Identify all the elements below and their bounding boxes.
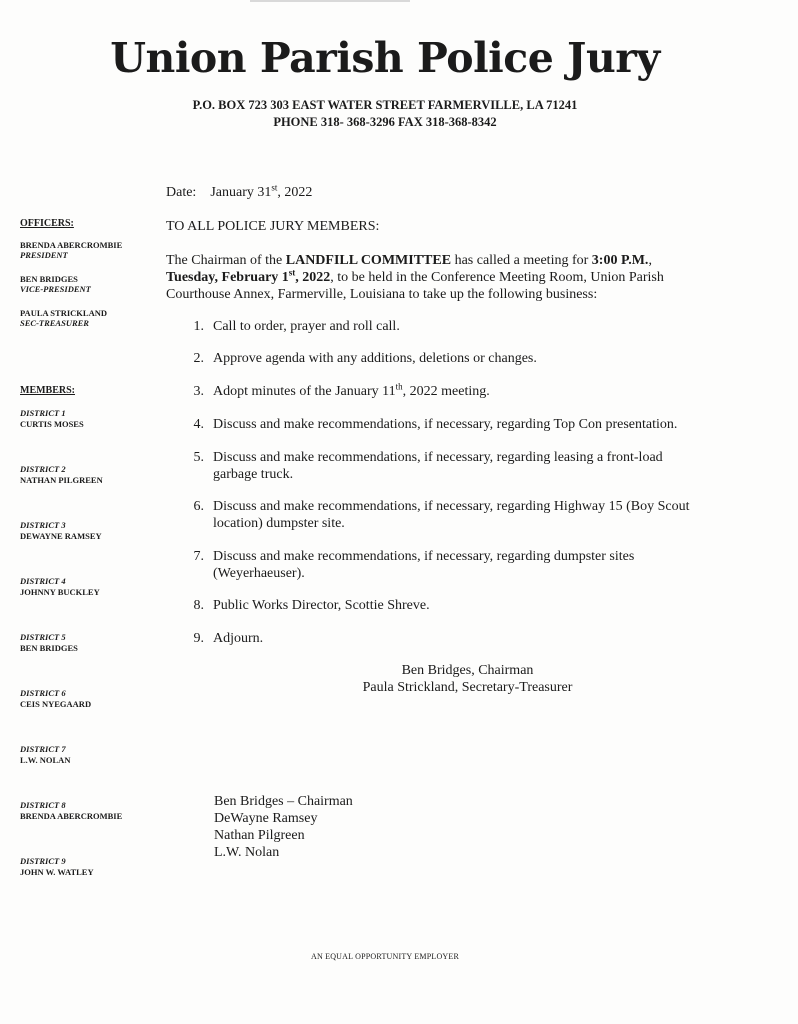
district-member: BRENDA ABERCROMBIE: [20, 811, 123, 821]
officers-heading: OFFICERS:: [20, 218, 74, 229]
officer-role: VICE-PRESIDENT: [20, 284, 91, 294]
agenda-num-5: 5.: [193, 450, 204, 465]
agenda-5-line-1: Discuss and make recommendations, if necessary, regarding leasing a front-load: [213, 450, 663, 465]
signature-block: [330, 662, 605, 696]
agenda-item-4: Discuss and make recommendations, if necessary, regarding Top Con presentation.: [213, 417, 678, 432]
meeting-time: 3:00 P.M.: [591, 253, 649, 268]
district-member: JOHN W. WATLEY: [20, 867, 94, 877]
intro-line-1: [166, 252, 726, 269]
agenda-item-3: [213, 383, 713, 400]
agenda-item-7: [213, 548, 713, 582]
officer-name: PAULA STRICKLAND: [20, 308, 107, 318]
agenda-7-line-2: (Weyerhaeuser).: [213, 566, 305, 581]
scan-artifact: [250, 0, 410, 2]
district-label: DISTRICT 1: [20, 408, 66, 418]
agenda-item-8: Public Works Director, Scottie Shreve.: [213, 598, 430, 613]
district-label: DISTRICT 3: [20, 520, 66, 530]
intro-text-2: has called a meeting for: [451, 253, 592, 268]
agenda-num-7: 7.: [193, 549, 204, 564]
agenda-6-line-1: Discuss and make recommendations, if necessary, regarding Highway 15 (Boy Scout: [213, 499, 690, 514]
agenda-num-9: 9.: [193, 631, 204, 646]
committee-member: Nathan Pilgreen: [214, 828, 305, 843]
agenda-num-8: 8.: [193, 598, 204, 613]
committee-member: DeWayne Ramsey: [214, 811, 318, 826]
meeting-weekday-date: Tuesday, February 1: [166, 270, 289, 285]
footer-eoe: AN EQUAL OPPORTUNITY EMPLOYER: [310, 952, 460, 961]
district-member: BEN BRIDGES: [20, 643, 78, 653]
officer-name: BRENDA ABERCROMBIE: [20, 240, 123, 250]
officer-name: BEN BRIDGES: [20, 274, 78, 284]
district-label: DISTRICT 2: [20, 464, 66, 474]
signature-secretary: Paula Strickland, Secretary-Treasurer: [362, 680, 573, 695]
agenda-num-3: 3.: [193, 384, 204, 399]
agenda-3-text: Adopt minutes of the January 11: [213, 384, 396, 399]
agenda-num-6: 6.: [193, 499, 204, 514]
district-member: JOHNNY BUCKLEY: [20, 587, 100, 597]
meeting-year: , 2022: [295, 270, 331, 285]
date-month-day: January 31: [210, 185, 272, 200]
intro-line-2: [166, 269, 726, 286]
district-member: CURTIS MOSES: [20, 419, 84, 429]
date-suffix: st: [271, 182, 278, 193]
intro-text-3: ,: [648, 253, 652, 268]
committee-name: LANDFILL COMMITTEE: [285, 253, 452, 268]
officer-role: SEC-TREASURER: [20, 318, 89, 328]
intro-paragraph: [166, 252, 726, 303]
district-label: DISTRICT 7: [20, 744, 66, 754]
district-label: DISTRICT 5: [20, 632, 66, 642]
committee-member: Ben Bridges – Chairman: [214, 794, 353, 809]
committee-members-list: [214, 793, 353, 861]
agenda-item-2: Approve agenda with any additions, deletions or changes.: [213, 351, 537, 366]
agenda-3-sup: th: [395, 381, 403, 392]
agenda-5-line-2: garbage truck.: [213, 467, 294, 482]
agenda-item-5: [213, 449, 713, 483]
phone-fax-line: PHONE 318- 368-3296 FAX 318-368-8342: [273, 115, 497, 129]
members-heading: MEMBERS:: [20, 385, 75, 396]
intro-line-3: Courthouse Annex, Farmerville, Louisiana to take up the following business:: [166, 287, 598, 302]
meeting-date: [166, 267, 331, 285]
district-member: DEWAYNE RAMSEY: [20, 531, 102, 541]
meeting-date-suffix: st: [288, 267, 296, 278]
agenda-item-9: Adjourn.: [213, 631, 264, 646]
address-line: P.O. BOX 723 303 EAST WATER STREET FARMERVILLE, LA 71241: [192, 98, 578, 112]
agenda-item-6: [213, 498, 713, 532]
agenda-num-2: 2.: [193, 351, 204, 366]
date-year: , 2022: [277, 185, 313, 200]
salutation: TO ALL POLICE JURY MEMBERS:: [166, 219, 380, 234]
district-label: DISTRICT 4: [20, 576, 66, 586]
date-label: Date:: [166, 185, 197, 200]
agenda-6-line-2: location) dumpster site.: [213, 516, 345, 531]
agenda-num-1: 1.: [193, 319, 204, 334]
committee-member: L.W. Nolan: [214, 845, 280, 860]
district-label: DISTRICT 8: [20, 800, 66, 810]
district-member: NATHAN PILGREEN: [20, 475, 103, 485]
signature-chairman: Ben Bridges, Chairman: [401, 663, 534, 678]
intro-text-1: The Chairman of the: [166, 253, 286, 268]
agenda-7-line-1: Discuss and make recommendations, if necessary, regarding dumpster sites: [213, 549, 635, 564]
officer-role: PRESIDENT: [20, 250, 68, 260]
agenda-item-1: Call to order, prayer and roll call.: [213, 319, 400, 334]
agenda-3-text-end: , 2022 meeting.: [402, 384, 490, 399]
district-label: DISTRICT 9: [20, 856, 66, 866]
agenda-num-4: 4.: [193, 417, 204, 432]
district-member: CEIS NYEGAARD: [20, 699, 92, 709]
district-member: L.W. NOLAN: [20, 755, 71, 765]
intro-text-4: , to be held in the Conference Meeting Room, Union Parish: [330, 270, 664, 285]
date-line: [166, 184, 312, 201]
page-title: Union Parish Police Jury: [110, 34, 660, 82]
district-label: DISTRICT 6: [20, 688, 66, 698]
